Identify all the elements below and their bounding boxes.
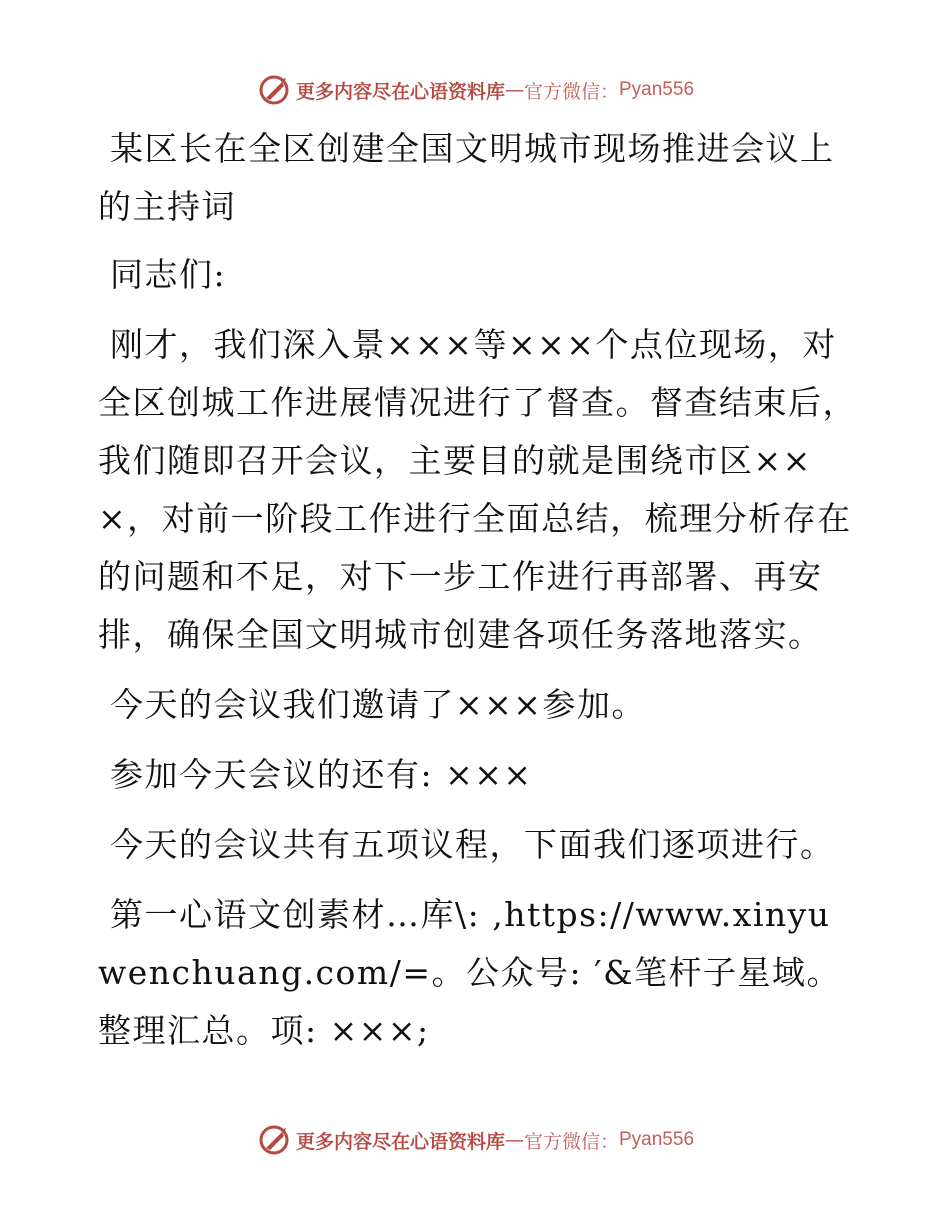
paragraph-greeting: 同志们: (110, 255, 227, 294)
banner-subtext: 官方微信： (523, 80, 619, 103)
paragraph-intro: 刚才，我们深入景×××等×××个点位现场，对全区创城工作进展情况进行了督查。督查结束后，我们随即召开会议，主要目的就是围绕市区×××，对前一阶段工作进行全面总结，梳理分析存在的问题和不足，对下一步工作进行再部署、再安排，确保全国文明城市创建各项任务落地落实。 (98, 325, 857, 654)
paragraph-first-item: 第一心语文创素材…库\: ,https://www.xinyuwenchuang.com/=。公众号: ′&笔杆子星域。整理汇总。项: ×××; (98, 895, 841, 1050)
paragraph-attendees: 参加今天会议的还有: ××× (110, 755, 533, 794)
banner-wechat-id: Pyan556 (619, 79, 695, 100)
banner-subtext: 官方微信： (523, 1130, 619, 1153)
quill-logo-icon (256, 1122, 292, 1158)
paragraph-invited: 今天的会议我们邀请了×××参加。 (110, 685, 646, 724)
quill-logo-icon (256, 72, 292, 108)
header-banner (0, 70, 950, 110)
banner-separator: — (504, 79, 524, 101)
paragraph-agenda: 今天的会议共有五项议程，下面我们逐项进行。 (110, 825, 835, 864)
banner-text: 更多内容尽在心语资料库 (295, 80, 505, 103)
banner-wechat-id: Pyan556 (619, 1129, 695, 1150)
document-body (98, 120, 858, 1072)
banner-text: 更多内容尽在心语资料库 (295, 1130, 505, 1153)
footer-banner (0, 1120, 950, 1160)
document-title: 某区长在全区创建全国文明城市现场推进会议上的主持词 (98, 129, 835, 226)
banner-separator: — (504, 1129, 524, 1151)
